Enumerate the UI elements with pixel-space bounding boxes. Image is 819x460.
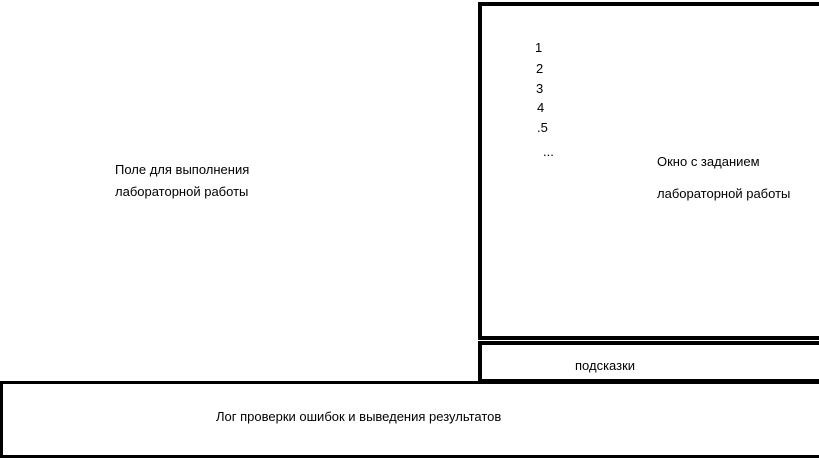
results-log <box>0 381 819 458</box>
task-window-label-line1: Окно с заданием <box>657 154 760 169</box>
work-area-label-line1: Поле для выполнения <box>115 162 250 177</box>
task-window <box>478 2 819 340</box>
task-list-item: 2 <box>536 61 544 76</box>
task-window-label-line2: лабораторной работы <box>657 186 791 201</box>
work-area-label-line2: лабораторной работы <box>115 184 249 199</box>
results-log-label: Лог проверки ошибок и выведения результатов <box>216 409 502 424</box>
work-area-label <box>115 159 249 203</box>
hints-label: подсказки <box>575 358 636 373</box>
task-list-item: 3 <box>536 81 544 96</box>
task-list-item: ... <box>543 144 554 159</box>
lab-work-area[interactable] <box>0 0 478 382</box>
task-list-item: 1 <box>535 40 543 55</box>
task-list-item: .5 <box>537 120 548 135</box>
task-list-item: 4 <box>537 100 545 115</box>
hints-box <box>478 341 819 383</box>
